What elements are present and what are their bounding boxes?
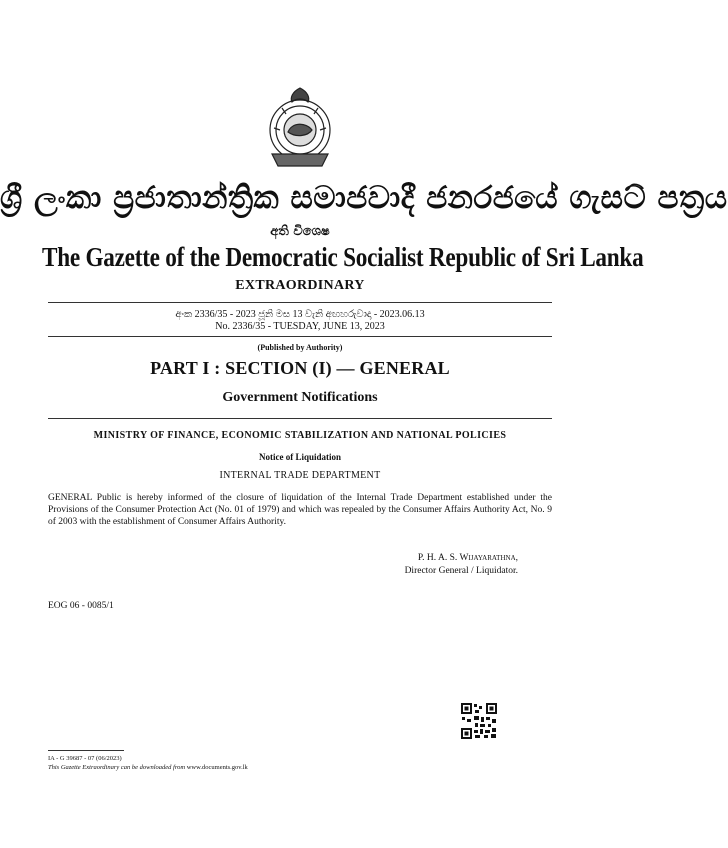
- notice-title: Notice of Liquidation: [258, 452, 341, 462]
- department-name: INTERNAL TRADE DEPARTMENT: [219, 470, 381, 481]
- signatory-title: Director General / Liquidator.: [404, 566, 518, 576]
- gazette-title-sinhala: ශ්‍රී ලංකා ප්‍රජාතාන්ත්‍රික සමාජවාදී ජනරජයේ ගැසට් පත්‍රය: [0, 180, 728, 216]
- footer-download-note: [48, 764, 248, 771]
- issue-line-sinhala: අංක 2336/35 - 2023 ජූනි මස 13 වැනි අඟහරුවාදා - 2023.06.13: [175, 309, 425, 320]
- published-by: (Published by Authority): [257, 343, 343, 352]
- edition-label: EXTRAORDINARY: [235, 278, 365, 293]
- ministry-heading: MINISTRY OF FINANCE, ECONOMIC STABILIZATION AND NATIONAL POLICIES: [93, 430, 507, 441]
- sri-lanka-emblem-icon: [262, 84, 338, 174]
- gazette-title-english: The Gazette of the Democratic Socialist Republic of Sri Lanka: [42, 242, 644, 272]
- reference-number: EOG 06 - 0085/1: [48, 601, 114, 611]
- footer-download-prefix: This Gazette Extraordinary can be downloaded from: [48, 764, 186, 771]
- divider: [48, 418, 552, 419]
- part-heading: PART I : SECTION (I) — GENERAL: [150, 358, 450, 378]
- signatory-name: P. H. A. S. Wijayarathna,: [417, 553, 518, 563]
- qr-code-icon: [460, 702, 498, 740]
- issue-line-english: No. 2336/35 - TUESDAY, JUNE 13, 2023: [215, 321, 385, 332]
- signature-block: [405, 552, 518, 578]
- edition-sinhala: අති විශෙෂ: [270, 224, 330, 239]
- divider: [48, 336, 552, 337]
- footer-divider: [48, 750, 124, 751]
- notice-body: GENERAL Public is hereby informed of the closure of liquidation of the Internal Trade Department established under the Provisions of the Consumer Protection Act (No. 01 of 1979) and which was repealed by the Consumer Affairs Authority Act, No. 9 of 2003 with the establishment of Consumer Affairs Authority.: [48, 493, 552, 527]
- section-heading: Government Notifications: [222, 390, 378, 405]
- divider: [48, 302, 552, 303]
- footer-code: IA - G 39687 - 07 (06/2023): [48, 755, 122, 762]
- footer-download-link[interactable]: www.documents.gov.lk: [186, 764, 248, 771]
